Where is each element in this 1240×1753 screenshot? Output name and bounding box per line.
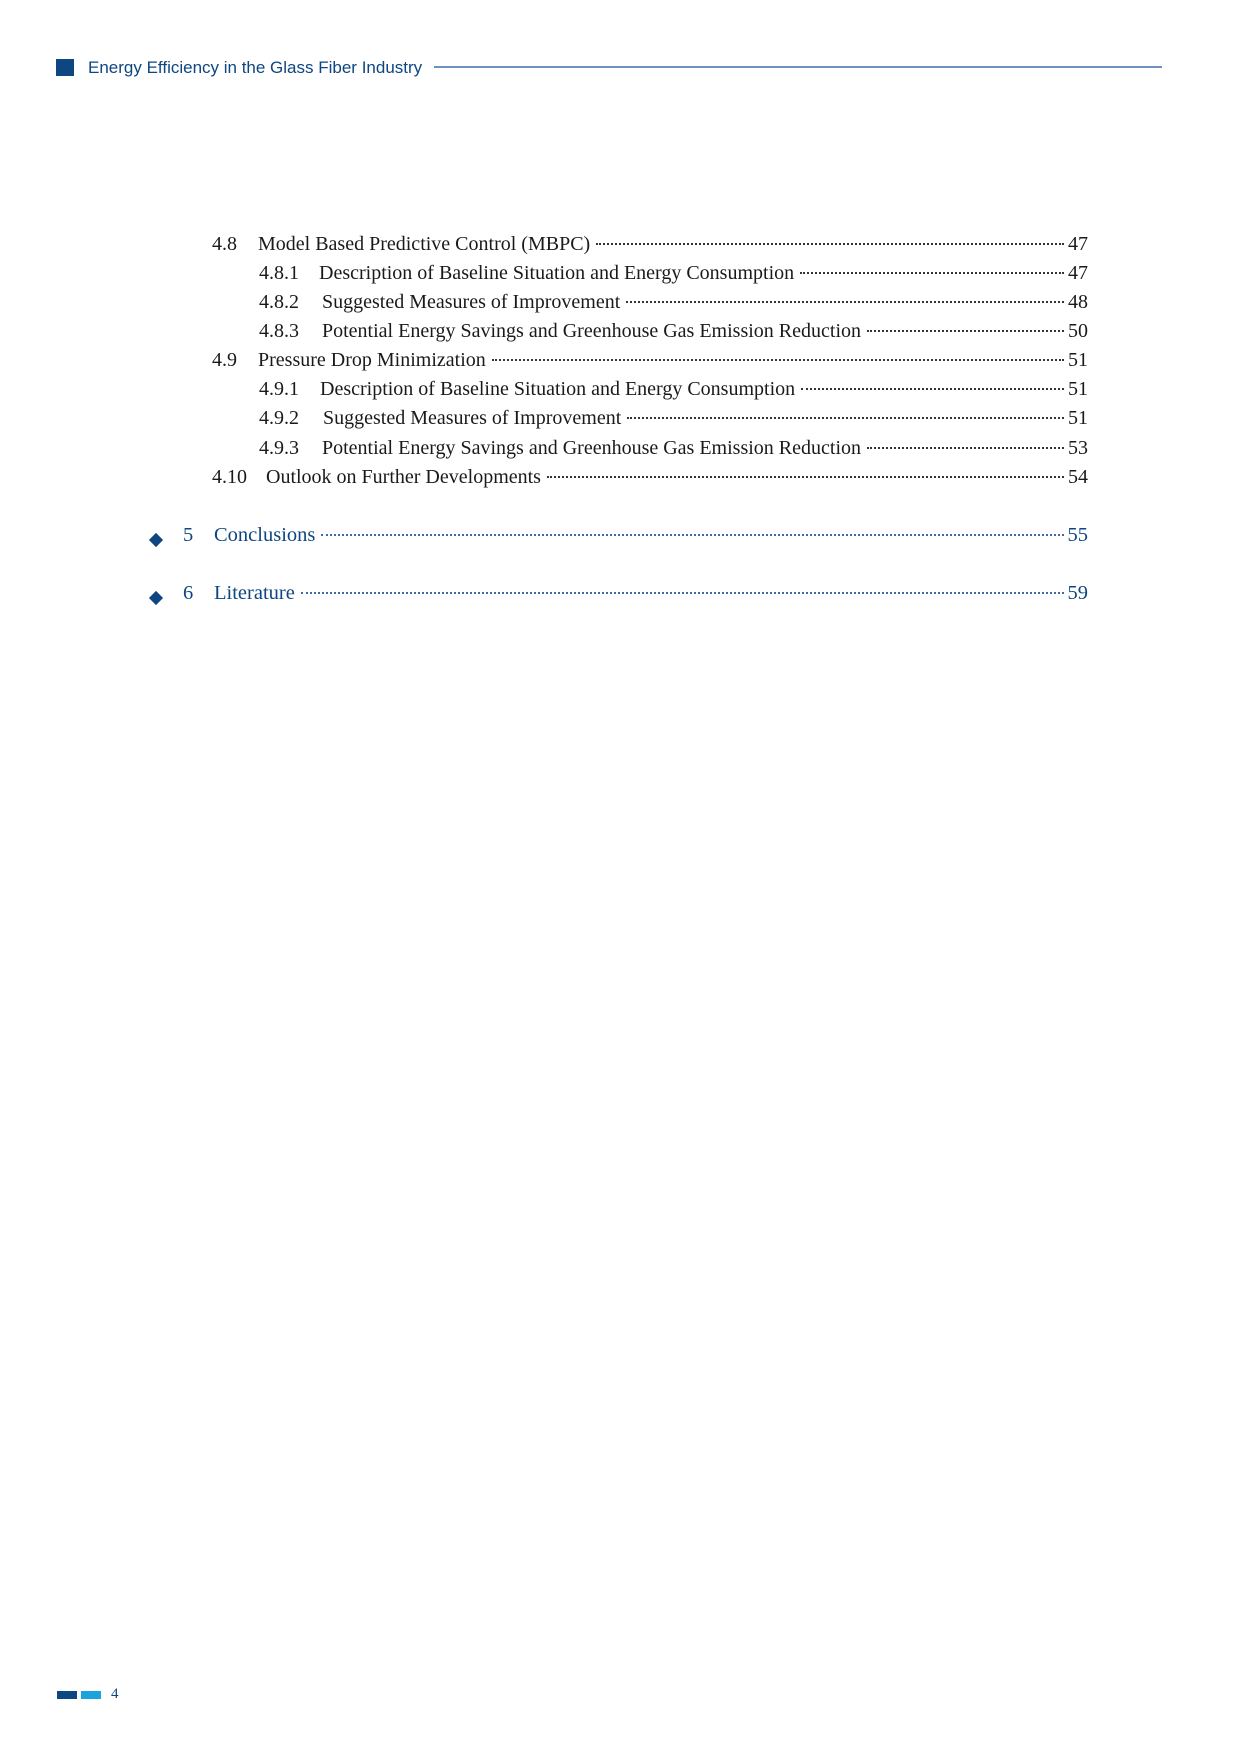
toc-entry-number: 4.9.3 bbox=[259, 437, 299, 459]
toc-leader-dots bbox=[626, 301, 1064, 303]
toc-entry-label: Pressure Drop Minimization bbox=[258, 349, 486, 371]
toc-entry-number: 4.9.1 bbox=[259, 378, 299, 400]
toc-chapter-page: 55 bbox=[1067, 524, 1088, 546]
toc-chapter[interactable] bbox=[183, 524, 1088, 550]
toc-leader-dots bbox=[301, 592, 1064, 594]
toc-entry-page: 51 bbox=[1068, 407, 1088, 429]
header-square-icon bbox=[56, 59, 74, 76]
toc-entry[interactable] bbox=[212, 349, 1088, 375]
diamond-bullet-icon bbox=[149, 591, 163, 605]
toc-entry[interactable] bbox=[259, 378, 1088, 404]
toc-chapter[interactable] bbox=[183, 582, 1088, 608]
toc-entry-label: Suggested Measures of Improvement bbox=[323, 407, 622, 429]
toc-entry-number: 4.10 bbox=[212, 466, 247, 488]
toc-entry[interactable] bbox=[259, 291, 1088, 317]
toc-entry-label: Description of Baseline Situation and Energy Consumption bbox=[319, 262, 795, 284]
toc-entry-label: Model Based Predictive Control (MBPC) bbox=[258, 233, 591, 255]
toc-leader-dots bbox=[627, 417, 1064, 419]
toc-leader-dots bbox=[867, 330, 1064, 332]
toc-chapter-label: Literature bbox=[214, 582, 295, 604]
footer-dark-bar bbox=[57, 1691, 77, 1699]
toc-leader-dots bbox=[596, 243, 1064, 245]
toc-entry-label: Potential Energy Savings and Greenhouse Gas Emission Reduction bbox=[322, 320, 861, 342]
toc-leader-dots bbox=[492, 359, 1064, 361]
toc-entry[interactable] bbox=[259, 262, 1088, 288]
toc-entry[interactable] bbox=[259, 407, 1088, 433]
toc-entry-number: 4.9 bbox=[212, 349, 237, 371]
toc-entry[interactable] bbox=[212, 233, 1088, 259]
toc-entry-label: Suggested Measures of Improvement bbox=[322, 291, 621, 313]
toc-entry-page: 50 bbox=[1068, 320, 1088, 342]
page-number: 4 bbox=[111, 1686, 119, 1702]
diamond-bullet-icon bbox=[149, 533, 163, 547]
toc-leader-dots bbox=[547, 476, 1064, 478]
toc-leader-dots bbox=[321, 534, 1063, 536]
toc-chapter-page: 59 bbox=[1067, 582, 1088, 604]
toc-leader-dots bbox=[800, 272, 1064, 274]
header-title: Energy Efficiency in the Glass Fiber Industry bbox=[88, 58, 423, 77]
toc-chapter-number: 5 bbox=[183, 524, 194, 546]
header-rule bbox=[434, 66, 1162, 68]
toc-entry[interactable] bbox=[259, 320, 1088, 346]
toc-entry-page: 51 bbox=[1068, 378, 1088, 400]
toc-entry-page: 47 bbox=[1068, 262, 1088, 284]
toc-entry-label: Outlook on Further Developments bbox=[266, 466, 541, 488]
toc-entry-number: 4.8.1 bbox=[259, 262, 299, 284]
toc-entry-page: 53 bbox=[1068, 437, 1088, 459]
toc-entry[interactable] bbox=[259, 437, 1088, 463]
toc-entry-label: Description of Baseline Situation and Energy Consumption bbox=[320, 378, 796, 400]
toc-entry-number: 4.8.2 bbox=[259, 291, 299, 313]
toc-entry-page: 47 bbox=[1068, 233, 1088, 255]
toc-entry-number: 4.8.3 bbox=[259, 320, 299, 342]
running-header bbox=[56, 57, 1162, 81]
toc-entry-page: 54 bbox=[1068, 466, 1088, 488]
toc-entry-number: 4.9.2 bbox=[259, 407, 299, 429]
toc-entry-page: 51 bbox=[1068, 349, 1088, 371]
toc-entry-number: 4.8 bbox=[212, 233, 237, 255]
toc-entry[interactable] bbox=[212, 466, 1088, 492]
toc-leader-dots bbox=[867, 447, 1064, 449]
footer-light-bar bbox=[81, 1691, 101, 1699]
toc-chapter-label: Conclusions bbox=[214, 524, 316, 546]
toc-entry-label: Potential Energy Savings and Greenhouse Gas Emission Reduction bbox=[322, 437, 861, 459]
toc-leader-dots bbox=[801, 388, 1064, 390]
toc-chapter-number: 6 bbox=[183, 582, 194, 604]
toc-entry-page: 48 bbox=[1068, 291, 1088, 313]
